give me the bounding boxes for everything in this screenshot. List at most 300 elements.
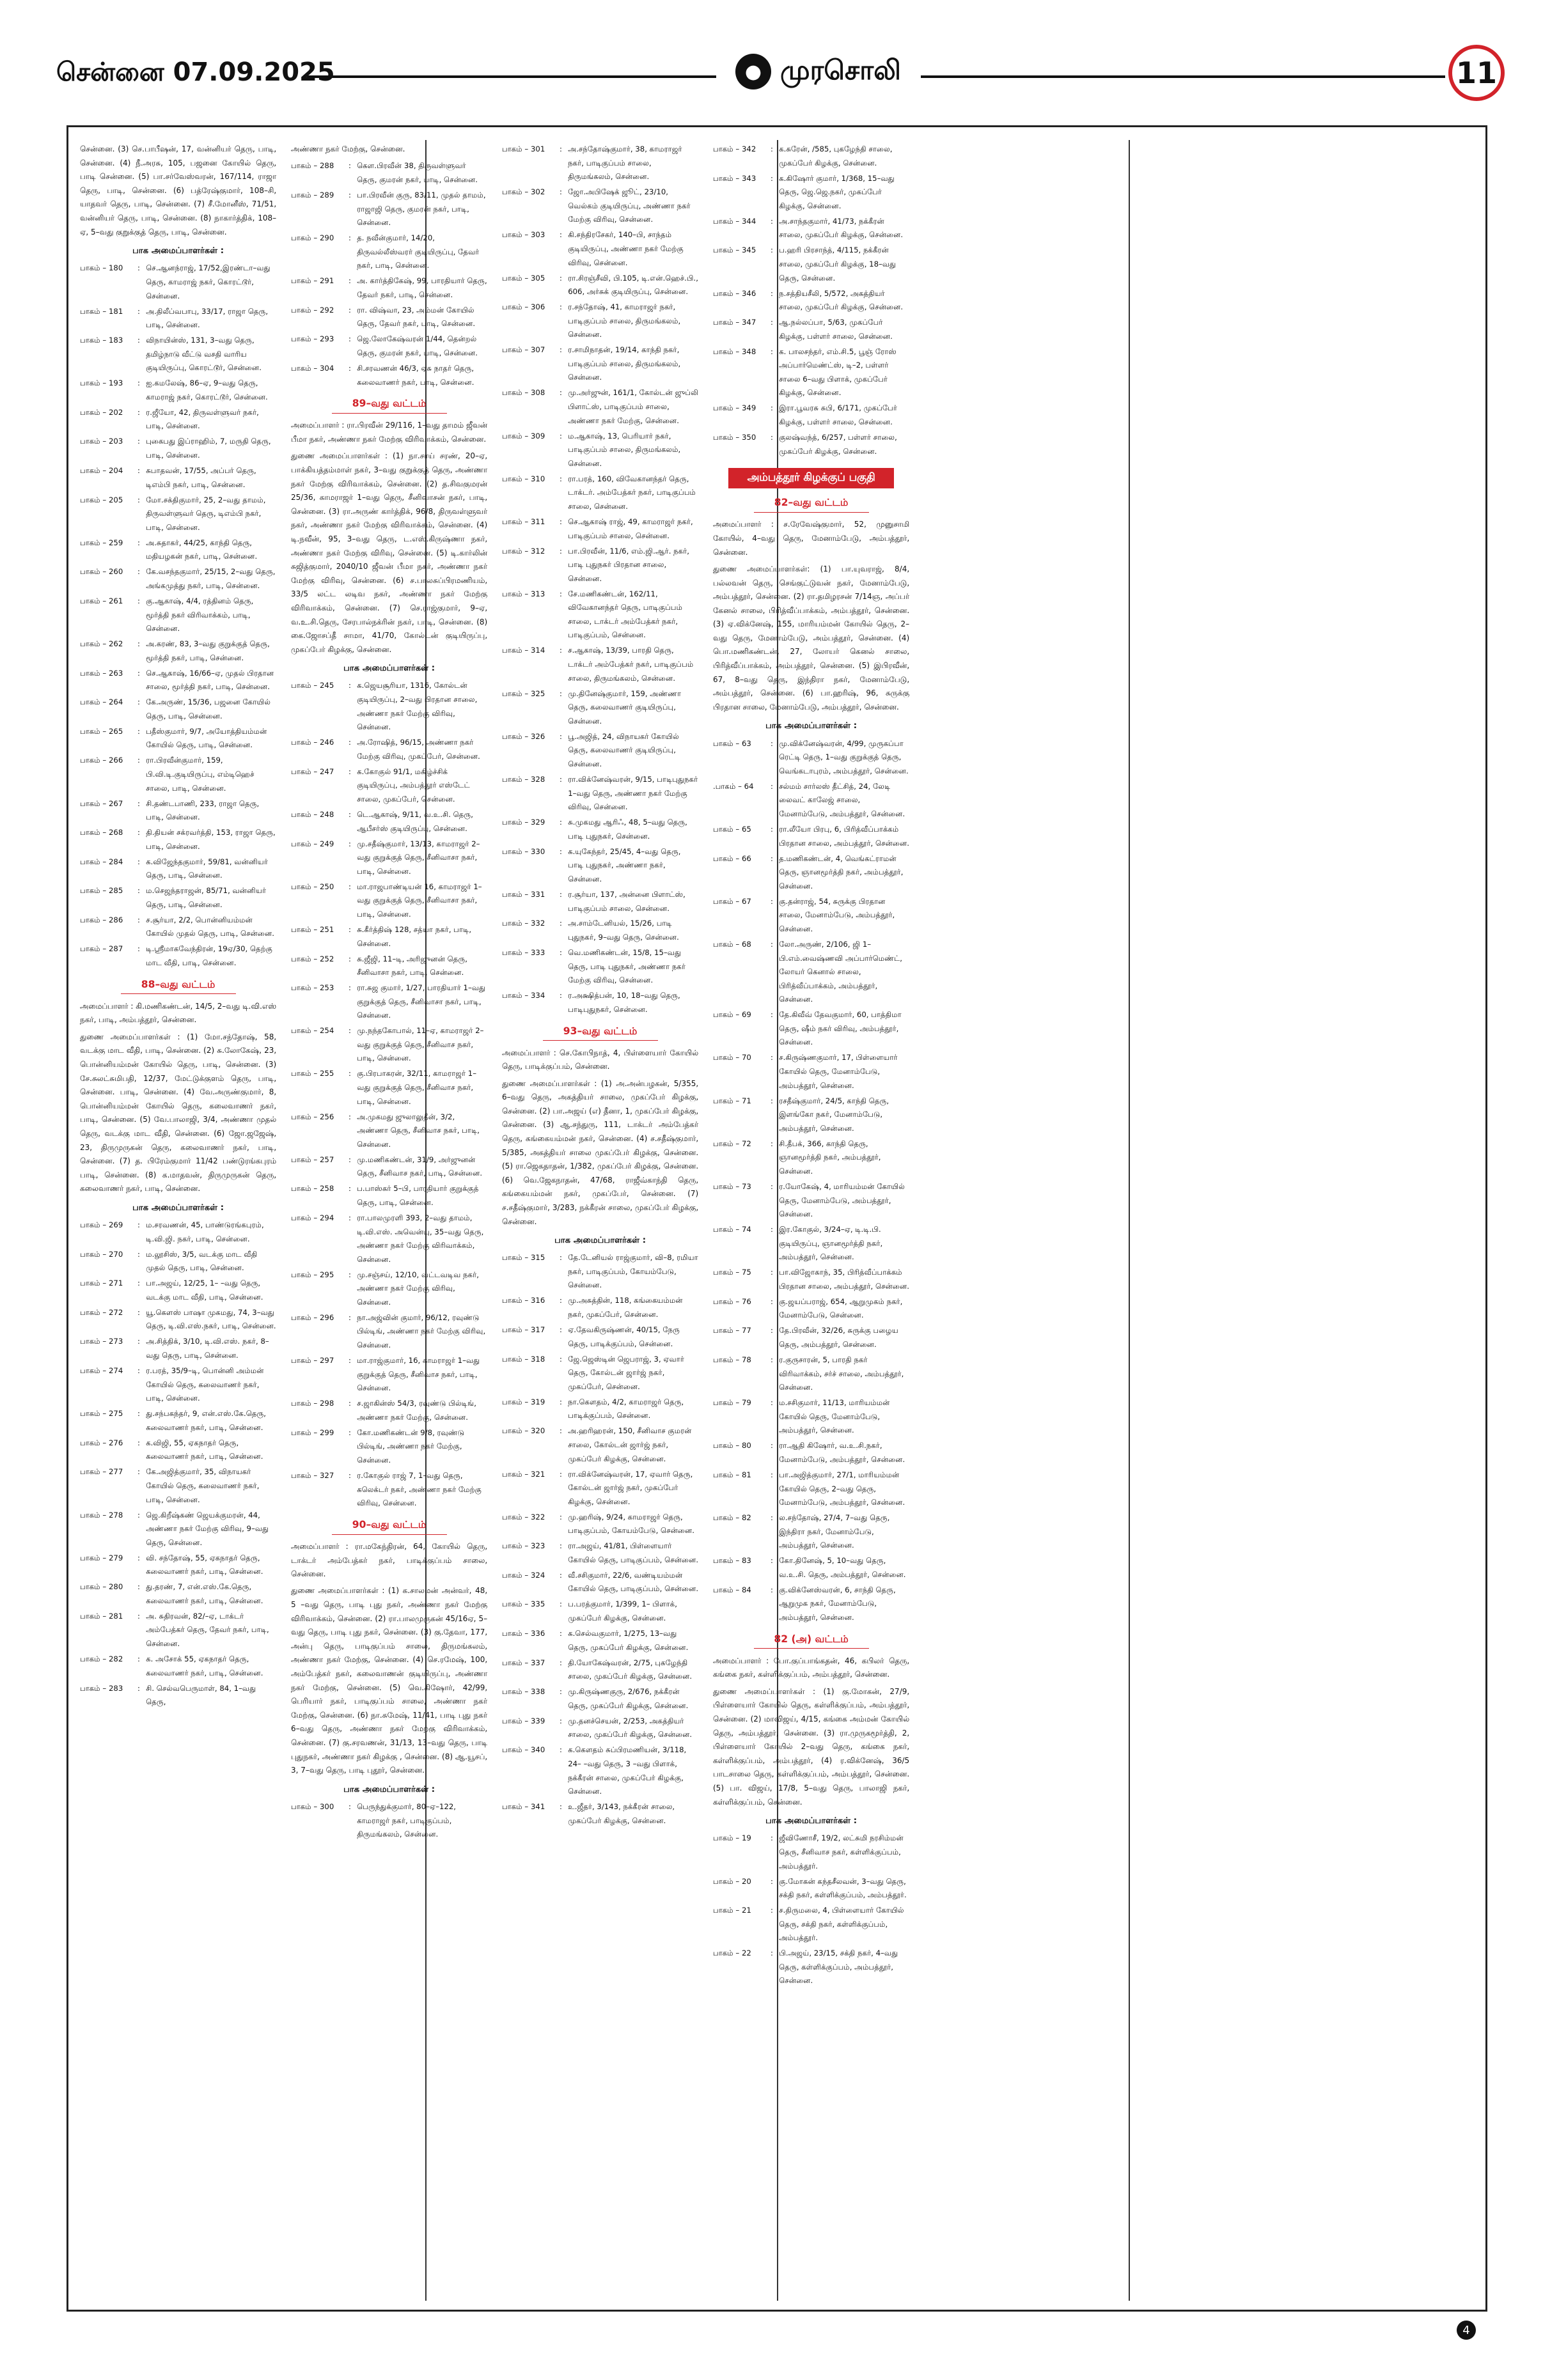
separator: :: [349, 983, 351, 993]
separator: :: [771, 1355, 773, 1365]
booth-entry: [713, 215, 909, 242]
booth-entry: [502, 185, 698, 227]
separator: :: [349, 1155, 351, 1164]
booth-number: பாகம் – 327: [291, 1470, 334, 1480]
booth-number: பாகம் – 314: [502, 646, 545, 655]
separator: :: [349, 190, 351, 199]
booth-organizer: பா.விஜோகாந், 35, பிரித்வீப்பாக்கம் பிரதான சாலை, அம்பத்தூர், சென்னை.: [779, 1268, 909, 1291]
booth-entry: [80, 1306, 276, 1334]
booth-number: பாகம் – 320: [502, 1426, 545, 1436]
booth-number: பாகம் – 343: [713, 173, 756, 183]
booth-entry: [291, 1469, 487, 1511]
separator: :: [560, 919, 562, 928]
booth-organizer: ச.கிருஷ்ணகுமார், 17, பிள்ளையார் கோயில் தெரு, மேனாம்பேடு, அம்பத்தூர், சென்னை.: [779, 1053, 898, 1090]
booth-entry: [80, 884, 276, 912]
booth-entry: [502, 1685, 698, 1713]
separator: :: [560, 1512, 562, 1521]
masthead-rule-right: [921, 75, 1445, 78]
booth-entry: [713, 1180, 909, 1222]
separator: :: [560, 1716, 562, 1725]
booth-entry: [80, 1653, 276, 1680]
booth-entry: [80, 1277, 276, 1304]
booth-entry: [713, 431, 909, 458]
booth-organizer: க.ஜெயசூரியா, 1316, கோல்டன் குடியிருப்பு, 2–வது பிரதான சாலை, அண்ணா நகர் மேற்கு விரிவு, சென்னை.: [357, 681, 478, 732]
booth-organizer: மு.அசுத்தின், 118, கங்கையம்மன் நகர், முகப்பேர், சென்னை.: [568, 1296, 683, 1319]
booth-organizer: ர.ஜீயோ, 42, திருவள்ளுவர் நகர், பாடி, சென்னை.: [146, 407, 259, 431]
separator: :: [137, 828, 140, 837]
separator: :: [137, 1438, 140, 1447]
booth-number: பாகம் – 272: [80, 1307, 123, 1317]
separator: :: [560, 517, 562, 526]
separator: :: [560, 1469, 562, 1479]
booth-number: பாகம் – 271: [80, 1279, 123, 1288]
booth-organizer: சல்மம் சார்லஸ் தீட்சித், 24, லேடி லைவட் காலேஜ் சாலை, மேனாம்பேடு, அம்பத்தூர், சென்னை.: [779, 781, 905, 818]
column-divider: [1129, 140, 1130, 2301]
booth-organizer: ச.ஜாகின்ஸ் 54/3, ரவுண்டு பில்டிங், அண்ணா நகர் மேற்கு, சென்னை.: [357, 1399, 476, 1422]
booth-entry: [291, 1426, 487, 1468]
separator: :: [137, 466, 140, 475]
separator: :: [560, 302, 562, 312]
booth-entry: [713, 1353, 909, 1395]
entry-list: [291, 159, 487, 389]
separator: :: [137, 567, 140, 577]
booth-number: பாகம் – 84: [713, 1585, 751, 1594]
booth-organizer: டெ.ஆகாஷ், 9/11, வ.உ.சி. தெரு, ஆபீசர்ஸ் குடியிருப்பு, சென்னை.: [357, 810, 473, 833]
booth-entry: [502, 1656, 698, 1684]
booth-number: பாகம் – 69: [713, 1010, 751, 1020]
booth-entry: [713, 1223, 909, 1264]
booth-organizer: அ. கார்த்திகேஷ், 99, பாரதியார் தெரு, தேவர் நகர், பாடி, சென்னை.: [357, 276, 487, 299]
booth-entry: [502, 1743, 698, 1798]
separator: :: [560, 1802, 562, 1812]
booth-organizer: ரா. விஷ்வா, 23, அம்மன் கோயில் தெரு, தேவர் நகர், பாடி, சென்னை.: [357, 305, 476, 329]
column-3: [502, 143, 698, 1830]
booth-entry: [713, 938, 909, 1007]
booth-organizer: ம.சரவணன், 45, பாண்டுரங்கபுரம், டி.வி.ஜி. நகர், பாடி, சென்னை.: [146, 1220, 264, 1243]
separator: :: [771, 1096, 773, 1105]
separator: :: [137, 944, 140, 954]
separator: :: [771, 896, 773, 906]
booth-entry: [713, 1008, 909, 1050]
booth-number: பாகம் – 344: [713, 216, 756, 226]
booth-number: பாகம் – 346: [713, 288, 756, 298]
booth-organizer: அ.ரோஷித், 96/15, அண்ணா நகர் மேற்கு விரிவு, முகப்பேர், சென்னை.: [357, 738, 480, 761]
booth-organizer: செ.ஆகாஷ், 16/66–ஏ, முதல் பிரதான சாலை, மூர்த்தி நகர், பாடி, சென்னை.: [146, 668, 274, 692]
booth-entry: [713, 1554, 909, 1582]
separator: :: [771, 1556, 773, 1566]
ward-underline: [332, 1534, 447, 1535]
booth-number: பாகம் – 261: [80, 596, 123, 605]
booth-organizer: க. பாலசந்தர், எம்.சி.5, பூஞ் ரோஸ் அப்பார்மெண்ட்ஸ், டி–2, பள்ளர் சாலை 6–வது பிளாக், முகப்பேர் கிழக்கு, சென்னை.: [779, 346, 897, 398]
booth-number: பாகம் – 350: [713, 433, 756, 442]
separator: :: [771, 853, 773, 863]
booth-organizer: ரா.லீயோ பிரபு, 6, பிரித்வீப்பாக்கம் பிரதான சாலை, அம்பத்தூர், சென்னை.: [779, 824, 909, 848]
booth-number: பாகம் – 301: [502, 144, 545, 153]
booth-number: பாகம் – 340: [502, 1745, 545, 1755]
booth-entry: [713, 737, 909, 779]
separator: :: [137, 407, 140, 417]
booth-number: பாகம் – 349: [713, 403, 756, 413]
booth-organizer: தே.கிவீவ் தேவகுமார், 60, பாத்திமா தெரு, ஷீம் நகர் விரிவு, அம்பத்தூர், சென்னை.: [779, 1010, 902, 1047]
booth-number: பாகம் – 259: [80, 538, 123, 547]
entry-list: [502, 143, 698, 1016]
booth-number: பாகம் – 68: [713, 939, 751, 949]
booth-number: பாகம் – 322: [502, 1512, 545, 1521]
separator: :: [349, 1026, 351, 1036]
booth-number: பாகம் – 73: [713, 1181, 751, 1191]
booth-number: பாகம் – 342: [713, 144, 756, 153]
booth-entry: [80, 1248, 276, 1275]
booth-entry: [80, 435, 276, 462]
booth-entry: [80, 1407, 276, 1435]
booth-organizer: மா.ராஜபாண்டியன் 16, காமராஜர் 1–வது குறுக்குத் தெரு, சீனிவாசா நகர், பாடி, சென்னை.: [357, 882, 482, 919]
booth-entry: [291, 837, 487, 879]
booth-organizer: பா.பிரவீன், 11/6, எம்.ஜி.ஆர். நகர், பாடி புதுநகர் பிரதான சாலை, சென்னை.: [568, 546, 689, 583]
booth-number: பாகம் – 285: [80, 886, 123, 896]
booth-number: பாகம் – 332: [502, 919, 545, 928]
separator: :: [560, 818, 562, 827]
booth-entry: [80, 1436, 276, 1464]
booth-organizer: அ.சுதாகர், 44/25, காந்தி தெரு, மதியழகன் நகர், பாடி, சென்னை.: [146, 538, 258, 561]
ward-heading: 90–வது வட்டம்: [352, 1518, 427, 1530]
booth-entry: [502, 1598, 698, 1625]
booth-entry: [80, 696, 276, 723]
separator: :: [771, 216, 773, 226]
booth-number: பாகம் – 294: [291, 1213, 334, 1222]
separator: :: [349, 1470, 351, 1480]
booth-number: பாகம் – 180: [80, 263, 123, 273]
separator: :: [771, 1906, 773, 1915]
separator: :: [349, 766, 351, 776]
booth-entry: [80, 536, 276, 564]
assistant-organizers-paragraph: துணை அமைப்பாளர்கள் : (1) அ.அன்பழகன், 5/355, 6–வது தெரு, அகத்தியர் சாலை, முகப்பேர் கிழக்கு, சென்னை. (2) பா.அஜய் (எ) தீனா, 1, முகப்பேர் கிழக்கு, சென்னை. (3) ஆ.சந்துரு, 111, டாக்டர் அம்பேத்கர் தெரு, கங்கையம்மன் நகர், சென்னை. (4) ச.சதீஷ்குமார், 5/385, அகத்தியர் சாலை முகப்பேர் கிழக்கு, சென்னை. (5) ரா.ஜெகதாதன், 1/382, முகப்பேர் கிழக்கு, சென்னை. (6) வெ.ஜேகநாதன், 47/68, ராஜீவ்காந்தி தெரு, கங்கையம்மன் நகர், முகப்பேர், சென்னை. (7) ச.சதீஷ்குமார், 3/283, நக்கீரன் சாலை, முகப்பேர் கிழக்கு, சென்னை.: [502, 1078, 699, 1226]
booth-organizer: த.மணிகண்டன், 4, வெங்கட்ராமன் தெரு, ஞானமூர்த்தி நகர், அம்பத்தூர், சென்னை.: [779, 853, 904, 891]
separator: :: [137, 1249, 140, 1259]
separator: :: [137, 915, 140, 924]
booth-number: பாகம் – 78: [713, 1355, 751, 1365]
booth-entry: [80, 914, 276, 941]
booth-number: பாகம் – 72: [713, 1139, 751, 1148]
booth-number: பாகம் – 319: [502, 1397, 545, 1406]
booth-entry: [713, 401, 909, 429]
booth-number: பாகம் – 257: [291, 1155, 334, 1164]
booth-organizer: மு.மணிகண்டன், 31/9, அர்ஜுனன் தெரு, சீனிவாச நகர், பாடி, சென்னை.: [357, 1155, 483, 1178]
booth-organizer: ம.லூசிஸ், 3/5, வடக்கு மாட வீதி முதல் தெரு, பாடி, சென்னை.: [146, 1249, 258, 1273]
separator: :: [771, 738, 773, 748]
booth-organizer: பதீஸ்குமார், 9/7, அயோத்தியம்மன் கோயில் தெரு, பாடி, சென்னை.: [146, 726, 267, 750]
booth-number: பாகம் – 318: [502, 1354, 545, 1364]
separator: :: [560, 144, 562, 153]
separator: :: [560, 546, 562, 556]
booth-organizer: அ.கரண், 83, 3–வது குறுக்குத் தெரு, மூர்த்தி நகர், பாடி, சென்னை.: [146, 639, 270, 662]
booth-entry: [713, 1875, 909, 1902]
separator: :: [137, 1683, 140, 1693]
separator: :: [137, 1582, 140, 1592]
booth-organizer: பா.பிரவீன் குரு, 83/11, முதல் தாமம், ராஜாஜி தெரு, குமரன் நகர், பாடி, சென்னை.: [357, 190, 486, 228]
booth-entry: [502, 300, 698, 342]
booth-organizer: ரா.சிரஞ்சீவி, பி.105, டி.என்.ஹெச்.பி., 606, அர்சுக் குடியிருப்பு, சென்னை.: [568, 273, 698, 297]
entry-list: [80, 261, 276, 970]
booth-entry: [502, 1539, 698, 1567]
booth-entry: [713, 1947, 909, 1988]
booth-organizer: செ.ஆனந்ராஜ், 17/52,இரண்டா–வது தெரு, காமராஜ் நகர், கொரட்டூர், சென்னை.: [146, 263, 270, 300]
booth-number: பாகம் – 21: [713, 1906, 751, 1915]
booth-number: பாகம் – 273: [80, 1337, 123, 1346]
booth-entry: [80, 725, 276, 752]
booth-number: பாகம் – 253: [291, 983, 334, 993]
separator: :: [771, 144, 773, 153]
booth-organizer: ப.ஹரி பிரசாந்த், 4/115, நக்கீரன் சாலை, முகப்பேர் கிழக்கு, 18–வது தெரு, சென்னை.: [779, 245, 897, 283]
booth-number: பாகம் – 315: [502, 1253, 545, 1263]
booth-number: பாகம் – 249: [291, 839, 334, 848]
booth-entry: [502, 1251, 698, 1293]
page-footer-mark: 4: [1457, 2321, 1476, 2340]
booth-organizer: த. நவீன்குமார், 14/20, திருவல்லீஸ்வரர் குடியிருப்பு, தேவர் நகர், பாடி, சென்னை.: [357, 233, 480, 270]
separator: :: [137, 263, 140, 273]
separator: :: [349, 305, 351, 315]
booth-organizer: ம.ஆகாஷ், 13, பெரியார் நகர், பாடிகுப்பம் சாலை, திருமங்கலம், சென்னை.: [568, 431, 681, 468]
booth-entry: [713, 1266, 909, 1293]
booth-entry: [502, 1569, 698, 1596]
booth-entry: [291, 1153, 487, 1181]
separator: :: [560, 431, 562, 440]
separator: :: [560, 1570, 562, 1580]
booth-organizer: கு.பிரபாகரன், 32/11, காமராஜர் 1–வது குறுக்குத் தெரு, சீனிவாச நகர், பாடி, சென்னை.: [357, 1069, 477, 1106]
booth-organizer: குலஷ்வந்த், 6/257, பள்ளர் சாலை, முகப்பேர் கிழக்கு, சென்னை.: [779, 433, 897, 456]
separator: :: [137, 1654, 140, 1663]
booth-number: பாகம் – 71: [713, 1096, 751, 1105]
booth-number: பாகம் – 268: [80, 828, 123, 837]
booth-entry: [502, 272, 698, 299]
booth-number: பாகம் – 269: [80, 1220, 123, 1230]
booth-number: பாகம் – 183: [80, 336, 123, 345]
booth-number: பாகம் – 202: [80, 407, 123, 417]
booth-organizer: ம.சசிகுமார், 11/13, மாரியம்மன் கோயில் தெரு, மேனாம்பேடு, அம்பத்தூர், சென்னை.: [779, 1398, 890, 1435]
booth-organizer: சு.ஜீஜி, 11–டி, அரிஜுனன் தெரு, சீனிவாசா நகர், பாடி, சென்னை.: [357, 954, 467, 977]
booth-organizer: டி.ஸ்ரீமாகவேந்திரன், 19ஏ/30, தெற்கு மாட வீதி, பாடி, சென்னை.: [146, 944, 272, 968]
booth-entry: [291, 880, 487, 922]
booth-organizer: ச.ஆகாஷ், 13/39, பாரதி தெரு, டாக்டர் அம்பேத்கர் நகர், பாடிகுப்பம் சாலை, திருமங்கலம், சென்னை.: [568, 646, 694, 683]
booth-number: பாகம் – 80: [713, 1441, 751, 1451]
booth-organizer: கோ.தினேஷ், 5, 10–வது தெரு, வ.உ.சி. தெரு, அம்பத்தூர், சென்னை.: [779, 1556, 906, 1579]
ward-underline: [754, 1648, 869, 1649]
region-banner: அம்பத்தூர் கிழக்குப் பகுதி: [728, 468, 894, 489]
booth-organizer: கெள.பிரவீன் 38, திருவள்ளுவர் தெரு, குமரன் நகர், பாடி, சென்னை.: [357, 161, 478, 184]
booth-entry: [291, 1268, 487, 1310]
separator: :: [137, 756, 140, 765]
booth-number: பாகம் – 251: [291, 924, 334, 934]
separator: :: [349, 954, 351, 963]
booth-organizer: ரா.விக்னேஷ்வரன், 9/15, பாடிபுதுநகர் 1–வது தெரு, அண்ணா நகர் மேற்கு விரிவு, சென்னை.: [568, 774, 698, 812]
separator: :: [771, 1296, 773, 1306]
booth-number: பாகம் – 312: [502, 546, 545, 556]
separator: :: [771, 346, 773, 356]
booth-number: பாகம் – 70: [713, 1053, 751, 1062]
booth-number: பாகம் – 306: [502, 302, 545, 312]
booth-entry: [502, 730, 698, 772]
booth-entry: [502, 545, 698, 586]
booth-entry: [502, 946, 698, 988]
booth-number: பாகம் – 311: [502, 517, 545, 526]
separator: :: [137, 1611, 140, 1621]
booth-entry: [502, 989, 698, 1016]
booth-number: பாகம் – 345: [713, 245, 756, 255]
booth-organizer: ரா.பரத், 160, விவேகானந்தர் தெரு, டாக்டர். அம்பேத்கர் நகர், பாடிகுப்பம் சாலை, சென்னை.: [568, 474, 696, 511]
booth-organizer: சே.மணிகண்டன், 162/11, விவேகானந்தர் தெரு, பாடிகுப்பம் சாலை, டாக்டர் அம்பேத்கர் நகர், பாடிகுப்பம், சென்னை.: [568, 589, 683, 640]
separator: :: [771, 1053, 773, 1062]
assistant-organizers-paragraph: துணை அமைப்பாளர்கள் : (1) கு.மோகன், 27/9, பிள்ளையார் கோயில் தெரு, கள்ளிக்குப்பம், அம்பத்தூர், சென்னை. (2) மாவிஜய், 4/15, கங்கை அம்மன் கோயில் தெரு, அம்பத்தூர், சென்னை. (3) ரா.முருகமூர்த்தி, 2, பிள்ளையார் கோயில் 2–வது தெரு, கங்கை நகர், கள்ளிக்குப்பம், அம்பத்தூர், (4) ர.விக்னேஷ், 36/5 பாடசாலை தெரு, கள்ளிக்குப்பம், அம்பத்தூர், சென்னை. (5) பா. விஜய், 17/8, 5–வது தெரு, பாலாஜி நகர், கள்ளிக்குப்பம், சென்னை.: [713, 1686, 910, 1807]
booth-number: பாகம் – 66: [713, 853, 751, 863]
booth-entry: [291, 923, 487, 951]
booth-entry: [502, 228, 698, 270]
booth-number: பாகம் – 250: [291, 882, 334, 891]
booth-entry: [502, 143, 698, 184]
paragraph: சென்னை. (3) செ.பாபீஷன், 17, வன்னியர் தெரு, பாடி, சென்னை. (4) நீ.அரசு, 105, பஜனை கோயில் தெரு, பாடி சென்னை. (5) பா.சர்வேஸ்வரன், 167/114, ராஜா தெரு, பாடி, சென்னை. (6) பத்ரேஷ்குமார், 108–சி, யாதவர் தெரு, பாடி, சென்னை. (7) சீ.மோனீஸ், 71/51, வன்னியர் தெரு, பாடி, சென்னை. (8) நாகார்த்திக், 108–ஏ, 5–வது குறுக்குத் தெரு, பாடி, சென்னை.: [80, 144, 277, 237]
separator: :: [560, 474, 562, 483]
elephant-logo-icon: ●: [735, 54, 771, 89]
booth-number: பாகம் – 288: [291, 161, 334, 171]
booth-entry: [502, 845, 698, 887]
booth-organizer: ர.சந்தோஷ், 41, காமராஜர் நகர், பாடிகுப்பம் சாலை, திருமங்கலம், சென்னை.: [568, 302, 681, 339]
booth-organizer: க.விஜேந்தகுமார், 59/81, வன்னியர் தெரு, பாடி, சென்னை.: [146, 857, 268, 880]
booth-organizer: ச.சூர்யா, 2/2, பொன்னியம்மன் கோயில் முதல் தெரு, பாடி, சென்னை.: [146, 915, 275, 938]
booth-number: பாகம் – 296: [291, 1312, 334, 1322]
separator: :: [137, 495, 140, 504]
booth-organizer: மு.நந்தகோபால், 11–ஏ, காமராஜர் 2–வது குறுக்குத் தெரு, சீனிவாச நகர், பாடி, சென்னை.: [357, 1026, 484, 1063]
booth-entry: [80, 942, 276, 970]
booth-number: பாகம் – 275: [80, 1409, 123, 1419]
booth-organizer: ரா.ஆதி கிஷோர், வ.உ.சி.நகர், மேனாம்பேடு, அம்பத்தூர், சென்னை.: [779, 1441, 905, 1464]
separator: :: [771, 1470, 773, 1479]
booth-organizer: சி.தீபக், 366, காந்தி தெரு, ஞானமூர்த்தி நகர், அம்பத்தூர், சென்னை.: [779, 1139, 881, 1176]
booth-entry: [713, 1511, 909, 1553]
booth-organizer: லோ.அருண், 2/106, ஜி 1– பி.எம்.வைஷ்ணவி அப்பார்மெண்ட், லோயர் கெனால் சாலை, பிரித்வீப்பாக்கம், அம்பத்தூர், சென்னை.: [779, 939, 902, 1004]
booth-organizer: கே.வசந்தகுமார், 25/15, 2–வது தெரு, அங்கமுத்து நகர், பாடி, சென்னை.: [146, 567, 276, 590]
booth-entry: [80, 1509, 276, 1550]
entry-list: [80, 1218, 276, 1709]
separator: :: [560, 1629, 562, 1638]
booth-organizer: உ.ஜீதர், 3/143, நக்கீரன் சாலை, முகப்பேர் கிழக்கு, சென்னை.: [568, 1802, 675, 1825]
booth-number: பாகம் – 292: [291, 305, 334, 315]
booth-organizer: கே.அருண், 15/36, பஜனை கோயில் தெரு, பாடி, சென்னை.: [146, 697, 271, 720]
ward-heading: 93–வது வட்டம்: [563, 1025, 638, 1037]
booth-entry: [80, 1580, 276, 1608]
booth-entry: [80, 797, 276, 825]
separator: :: [349, 810, 351, 819]
booth-organizer: சு.கீர்த்திஷ் 128, சத்யா நகர், பாடி, சென்னை.: [357, 924, 472, 948]
separator: :: [560, 688, 562, 698]
booth-entry: [291, 1211, 487, 1266]
booth-organizer: மு.ஹரிஷ், 9/24, காமராஜர் தெரு, பாடிகுப்பம், கோயம்பேடு, சென்னை.: [568, 1512, 695, 1536]
booth-organizer: ம.செஜந்தராஜன், 85/71, வன்னியர் தெரு, பாடி, சென்னை.: [146, 886, 267, 909]
assistant-organizers-paragraph: துணை அமைப்பாளர்கள்: (1) பா.யுவராஜ், 8/4, பல்லவன் தெரு, செங்குட்டுவன் நகர், மேனாம்பேடு, அம்பத்தூர், சென்னை. (2) ரா.தமிழரசன் 7/14ஞ, அப்பர் கேனல் சாலை, பிரித்வீப்பாக்கம், அம்பத்தூர், சென்னை. (3) ஏ.விக்னேஷ், 155, மாரியம்மன் கோயில் தெரு, 2–வது தெரு, மேனாம்பேடு, அம்பத்தூர், சென்னை. (4) பொ.மணிகண்டன், 27, லோயர் கெனல் சாலை, பிரித்வீப்பாக்கம், அம்பத்தூர், சென்னை. (5) இபிரவீன், 67, 8–வது தெரு, இந்திரா நகர், மேனாம்பேடு, அம்பத்தூர், சென்னை. (6) பா.ஹரிஷ், 96, சுருக்கு பிரதான சாலை, மேனாம்பேடு, அம்பத்தூர், சென்னை.: [713, 564, 910, 712]
booth-organizer: தி.தியன் சக்ரவர்த்தி, 153, ராஜா தெரு, பாடி, சென்னை.: [146, 828, 276, 851]
booth-entry: [291, 1182, 487, 1209]
booth-entry: [80, 565, 276, 593]
booth-organizer: யூ.கௌஸ் பாஷா முகமது, 74, 3–வது தெரு, டி.வி.எஸ்.நகர், பாடி, சென்னை.: [146, 1307, 276, 1331]
booth-number: பாகம் – 76: [713, 1296, 751, 1306]
booth-organizer: மு.அர்ஜுன், 161/1, கோல்டன் ஜுப்லி பிளாட்ஸ், பாடிகுப்பம் சாலை, அண்ணா நகர் மேற்கு, சென்னை.: [568, 388, 699, 425]
booth-organizer: கே.அஜித்குமார், 35, விநாயகர் கோயில் தெரு, கலைவாணர் நகர், பாடி, சென்னை.: [146, 1467, 260, 1504]
booth-entry: [502, 515, 698, 543]
booth-organizer: கோ.மணிகண்டன் 9/8, ரவுண்டு பில்டிங், அண்ணா நகர் மேற்கு, சென்னை.: [357, 1427, 465, 1465]
organizer-paragraph: அமைப்பாளர் : செ.கோபிநாத், 4, பிள்ளையார் கோயில் தெரு, பாடிக்குப்பம், சென்னை.: [502, 1048, 699, 1071]
booth-organizer: ப.பரத்குமார், 1/399, 1– பிளாக், முகப்பேர் கிழக்கு, சென்னை.: [568, 1599, 677, 1623]
booth-entry: [502, 1424, 698, 1466]
section-subheading: பாக அமைப்பாளர்கள் :: [554, 1235, 646, 1245]
booth-number: பாகம் – 297: [291, 1356, 334, 1365]
column-2: [291, 143, 487, 1843]
booth-organizer: ஜீவிணோசீ, 19/2, லட்சுமி நரசிம்மன் தெரு, சீனிவாச நகர், கள்ளிக்குப்பம், அம்பத்தூர்.: [779, 1833, 904, 1871]
booth-entry: [291, 765, 487, 807]
booth-entry: [80, 754, 276, 795]
booth-entry: [713, 316, 909, 343]
separator: :: [349, 1356, 351, 1365]
separator: :: [137, 336, 140, 345]
separator: :: [560, 273, 562, 283]
booth-number: பாகம் – 270: [80, 1249, 123, 1259]
separator: :: [771, 824, 773, 834]
booth-organizer: ர.பரத், 35/9–டி, பொன்னி அம்மன் கோயில் தெரு, கலைவாணர் நகர், பாடி, சென்னை.: [146, 1366, 264, 1403]
booth-entry: [502, 773, 698, 814]
separator: :: [560, 1658, 562, 1667]
booth-organizer: மு.சஞ்சய், 12/10, வட்டவடிவ நகர், அண்ணா நகர் மேற்கு விரிவு, சென்னை.: [357, 1270, 479, 1307]
booth-organizer: து.தரண், 7, என்.எஸ்.கே.தெரு, கலைவாணர் நகர், பாடி, சென்னை.: [146, 1582, 263, 1605]
booth-entry: [291, 1800, 487, 1842]
booth-organizer: அ.திலீப்வபாபு, 33/17, ராஜா தெரு, பாடி, சென்னை.: [146, 306, 269, 330]
booth-entry: [713, 1137, 909, 1179]
section-subheading: பாக அமைப்பாளர்கள் :: [343, 1784, 435, 1794]
booth-number: பாகம் – 63: [713, 738, 751, 748]
booth-number: பாகம் – 330: [502, 846, 545, 856]
booth-number: பாகம் – 276: [80, 1438, 123, 1447]
separator: :: [349, 1801, 351, 1811]
separator: :: [560, 1687, 562, 1697]
booth-organizer: ரா.பாலமுரளி 393, 2–வது தாமம், டி.வி.எஸ். அவென்யு, 35–வது தெரு, அண்ணா நகர் மேற்கு விரிவாக்கம், சென்னை.: [357, 1213, 484, 1264]
entry-list: [713, 1832, 909, 1988]
booth-organizer: நா.கௌதம், 4/2, காமராஜர் தெரு, பாடிக்குப்பம், சென்னை.: [568, 1397, 684, 1420]
booth-number: பாகம் – 310: [502, 474, 545, 483]
separator: :: [349, 334, 351, 344]
booth-organizer: பூ.அஜித், 24, விநாயகர் கோயில் தெரு, கலைவாணர் குடியிருப்பு, சென்னை.: [568, 731, 679, 768]
booth-entry: [80, 1682, 276, 1709]
booth-entry: [80, 334, 276, 375]
separator: :: [349, 1069, 351, 1078]
separator: :: [137, 1337, 140, 1346]
booth-number: பாகம் – 307: [502, 345, 545, 355]
organizer-paragraph: அமைப்பாளர் : ரா.மகேந்திரன், 64, கோயில் தெரு, டாக்டர் அம்பேத்கர் நகர், பாடிக்குப்பம் சாலை, சென்னை.: [291, 1541, 488, 1579]
booth-number: பாகம் – 336: [502, 1629, 545, 1638]
separator: :: [349, 233, 351, 243]
booth-number: பாகம் – 295: [291, 1270, 334, 1279]
booth-entry: [291, 274, 487, 302]
booth-organizer: ர.அக்ஷித்பன், 10, 18–வது தெரு, பாடிபுதுநகர், சென்னை.: [568, 991, 680, 1014]
booth-number: பாகம் – 205: [80, 495, 123, 504]
booth-number: பாகம் – 309: [502, 431, 545, 440]
separator: :: [560, 846, 562, 856]
booth-organizer: இரா.பூவரசு சுபி, 6/171, முகப்பேர் கிழக்கு, பள்ளர் சாலை, சென்னை.: [779, 403, 897, 427]
booth-organizer: சி. செல்வபெருமாள், 84, 1–வது தெரு,: [146, 1683, 256, 1707]
column-4: [713, 143, 909, 1989]
separator: :: [137, 726, 140, 736]
booth-organizer: ல.சந்தோஷ், 27/4, 7–வது தெரு, இந்திரா நகர், மேனாம்பேடு, அம்பத்தூர், சென்னை.: [779, 1513, 890, 1550]
booth-number: பாகம் – 282: [80, 1654, 123, 1663]
booth-organizer: ர.கோகுல் ராஜ் 7, 1–வது தெரு, கலெக்டர் நகர், அண்ணா நகர் மேற்கு விரிவு, சென்னை.: [357, 1470, 482, 1508]
ward-underline: [332, 413, 447, 414]
booth-organizer: ஏ.தேவகிருஷ்ணன், 40/15, நேரு தெரு, பாடிக்குப்பம், சென்னை.: [568, 1325, 680, 1348]
booth-organizer: அ.முகமது ஜுலாலுதீன், 3/2, அண்ணா தெரு, சீனிவாச நகர், பாடி, சென்னை.: [357, 1112, 480, 1149]
booth-number: பாகம் – 313: [502, 589, 545, 598]
